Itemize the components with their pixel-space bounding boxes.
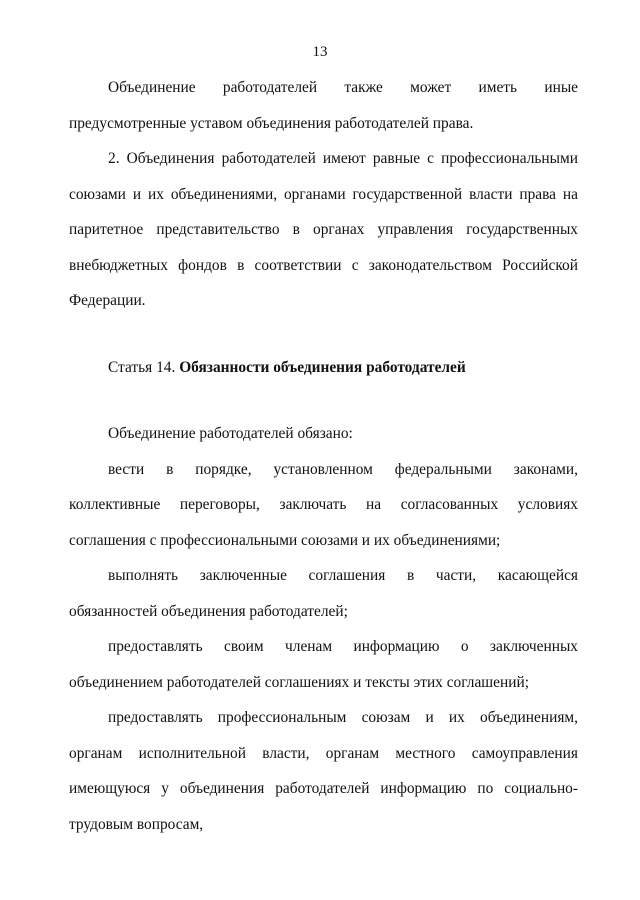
paragraphs-top [69, 70, 578, 319]
paragraph-equal-rights: 2. Объединения работодателей имеют равные с профессиональными союзами и их объединениями, органами государственной власти права на паритетное представительство в органах управления государственных внебюджетных фондов в соответствии с законодательством Российской Федерации. [69, 150, 578, 309]
article-body [69, 416, 578, 842]
duty-item: вести в порядке, установленном федеральными законами, коллективные переговоры, заключать на согласованных условиях соглашения с профессиональными союзами и их объединениями; [69, 460, 578, 549]
paragraph-other-rights: Объединение работодателей также может иметь иные предусмотренные уставом объединения работодателей права. [69, 79, 578, 132]
article-heading-block [69, 350, 578, 386]
duty-item: предоставлять профессиональным союзам и их объединениям, органам исполнительной власти, органам местного самоуправления имеющуюся у объединения работодателей информацию по социально-трудовым вопросам, [69, 709, 578, 833]
duty-item: предоставлять своим членам информацию о заключенных объединением работодателей соглашениях и тексты этих соглашений; [69, 638, 578, 691]
article-prefix: Статья 14. [108, 359, 176, 376]
article-heading [69, 350, 578, 386]
duty-item: выполнять заключенные соглашения в части, касающейся обязанностей объединения работодателей; [69, 567, 578, 620]
article-title: Обязанности объединения работодателей [179, 359, 466, 376]
article-intro: Объединение работодателей обязано: [108, 425, 353, 442]
page-number: 13 [312, 44, 328, 60]
